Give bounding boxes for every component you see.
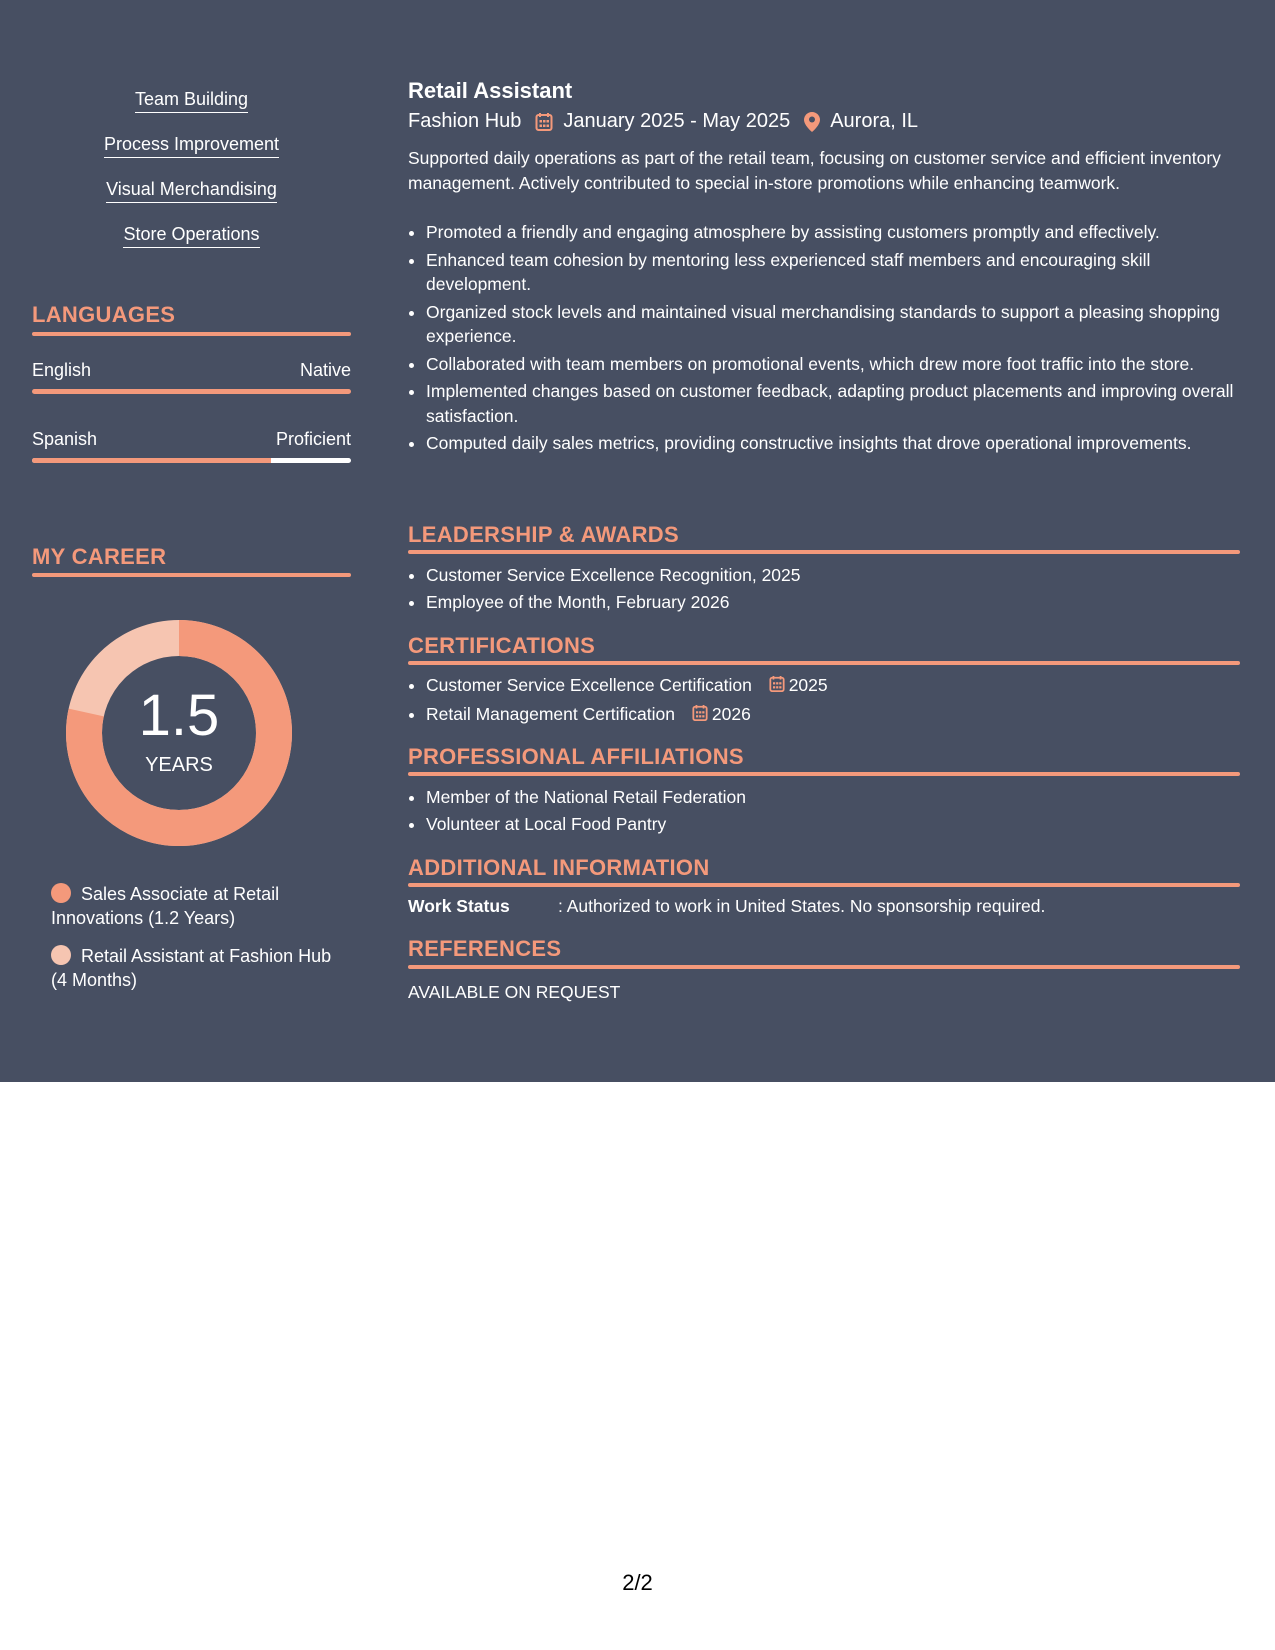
work-status (408, 896, 1045, 917)
work-status-label: Work Status (408, 896, 510, 916)
career-legend-item: Sales Associate at Retail Innovations (1.2 Years) (51, 884, 280, 928)
calendar-icon (769, 675, 785, 693)
career-total-years: 1.5 (138, 683, 220, 748)
donut-center (66, 620, 292, 846)
skill-item: Visual Merchandising (32, 178, 351, 203)
job-summary: Supported daily operations as part of the retail team, focusing on customer service and efficient inventory management. Actively contributed to special in-store promotions while enhancing teamwork. (408, 148, 1221, 193)
list-item: • Customer Service Excellence Recognition, 2025 (426, 563, 1258, 588)
calendar-icon (535, 112, 553, 132)
calendar-icon (692, 704, 708, 722)
references-text: AVAILABLE ON REQUEST (408, 982, 621, 1002)
job-meta (408, 110, 918, 133)
job-location: Aurora, IL (830, 110, 919, 132)
language-level: Native (299, 360, 351, 380)
list-item: • Computed daily sales metrics, providing constructive insights that drove operational improvements. (426, 431, 1258, 456)
list-item: • Volunteer at Local Food Pantry (426, 812, 1258, 837)
job-dates: January 2025 - May 2025 (563, 110, 791, 132)
list-item: • Member of the National Retail Federation (426, 785, 1258, 810)
career-rule (32, 573, 351, 577)
cert-year: 2025 (788, 675, 828, 695)
languages-heading: LANGUAGES (32, 302, 176, 327)
career-years-unit: YEARS (145, 754, 213, 776)
list-item: • Promoted a friendly and engaging atmosphere by assisting customers promptly and effectively. (426, 220, 1258, 245)
additional-info-rule (408, 883, 1240, 887)
certifications-rule (408, 661, 1240, 665)
language-bar-fill (32, 389, 351, 394)
list-item: • Implemented changes based on customer feedback, adapting product placements and improving overall satisfaction. (426, 379, 1258, 428)
language-level: Proficient (275, 429, 351, 449)
affiliations-list (408, 785, 1258, 838)
skill-item: Team Building (32, 88, 351, 113)
language-row (32, 429, 351, 450)
list-item: • Customer Service Excellence Certification 2025 (426, 673, 1258, 698)
list-item: • Enhanced team cohesion by mentoring less experienced staff members and encouraging skill development. (426, 248, 1258, 297)
location-pin-icon (804, 112, 820, 132)
page-number: 2/2 (622, 1570, 653, 1595)
languages-rule (32, 332, 351, 336)
certifications-list (408, 673, 1258, 728)
career-heading: MY CAREER (32, 544, 167, 569)
awards-rule (408, 550, 1240, 554)
language-bar-fill (32, 458, 271, 463)
references-heading: REFERENCES (408, 936, 562, 961)
language-bar (32, 458, 351, 463)
references-rule (408, 965, 1240, 969)
career-legend-item: Retail Assistant at Fashion Hub (4 Months) (51, 946, 332, 990)
list-item: • Retail Management Certification 2026 (426, 702, 1258, 727)
job-company: Fashion Hub (408, 110, 522, 132)
awards-list (408, 563, 1258, 616)
job-title: Retail Assistant (408, 78, 573, 103)
job-bullets (408, 220, 1258, 459)
list-item: • Organized stock levels and maintained visual merchandising standards to support a pleasing shopping experience. (426, 300, 1258, 349)
legend-dot (51, 945, 71, 965)
skill-item: Store Operations (32, 223, 351, 248)
skill-item: Process Improvement (32, 133, 351, 158)
list-item: • Collaborated with team members on promotional events, which drew more foot traffic into the store. (426, 352, 1258, 377)
work-status-value: : Authorized to work in United States. No sponsorship required. (558, 896, 1046, 916)
career-donut-chart (66, 620, 292, 846)
legend-dot (51, 883, 71, 903)
language-name: Spanish (32, 429, 98, 449)
awards-heading: LEADERSHIP & AWARDS (408, 522, 679, 547)
language-row (32, 360, 351, 381)
language-bar (32, 389, 351, 394)
language-name: English (32, 360, 92, 380)
affiliations-heading: PROFESSIONAL AFFILIATIONS (408, 744, 744, 769)
list-item: • Employee of the Month, February 2026 (426, 590, 1258, 615)
additional-info-heading: ADDITIONAL INFORMATION (408, 855, 710, 880)
cert-year: 2026 (711, 703, 751, 724)
certifications-heading: CERTIFICATIONS (408, 633, 596, 658)
affiliations-rule (408, 772, 1240, 776)
